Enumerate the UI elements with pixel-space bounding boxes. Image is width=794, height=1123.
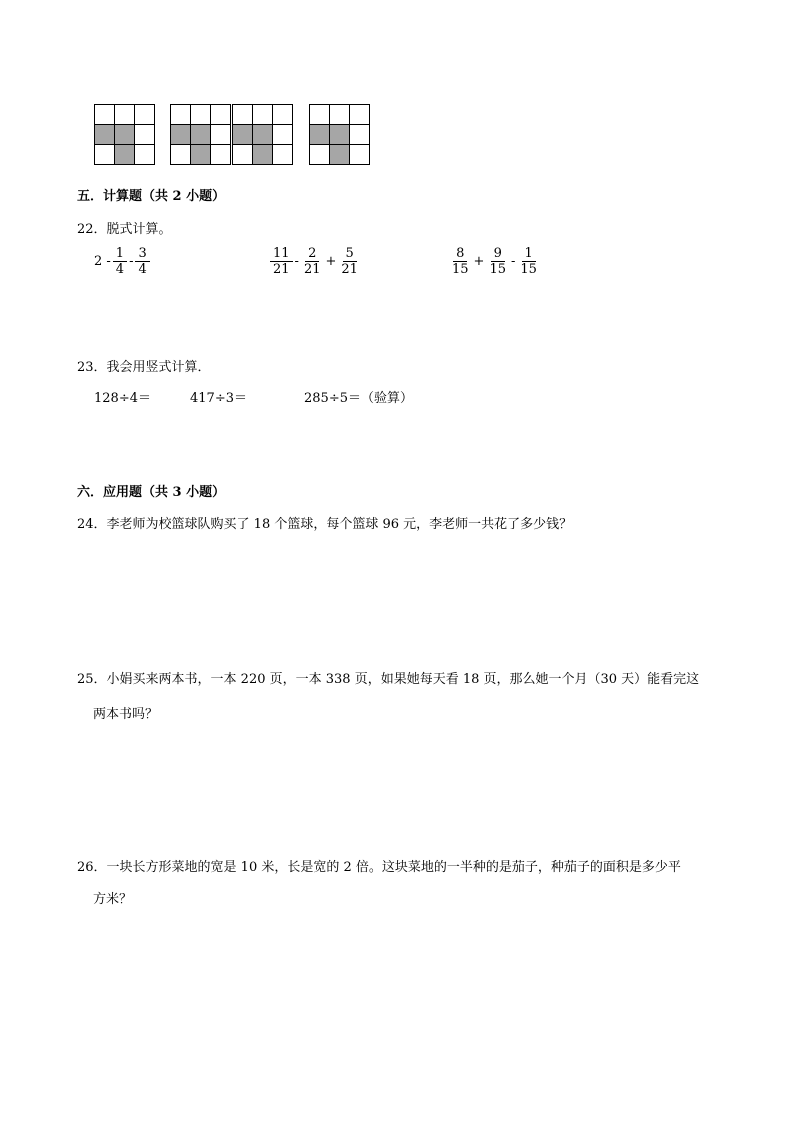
grid-cell-shaded: [115, 145, 135, 165]
grid-cell-shaded: [233, 125, 253, 145]
grid-cell-shaded: [115, 125, 135, 145]
grid-cell: [211, 105, 231, 125]
grid-cell: [233, 145, 253, 165]
grid-cell-shaded: [310, 125, 330, 145]
grid-cell: [171, 105, 191, 125]
fraction: $\frac{3}{4}$: [135, 246, 149, 277]
question-25-line-1: 25．小娟买来两本书，一本 220 页，一本 338 页，如果她每天看 18 页，那么她一个月（30 天）能看完这: [77, 672, 700, 687]
question-24: 24．李老师为校篮球队购买了 18 个篮球，每个篮球 96 元，李老师一共花了多少钱？: [77, 517, 573, 532]
grid-cell: [350, 105, 370, 125]
fraction: $\frac{9}{15}$: [489, 246, 506, 277]
question-26-line-2: 方米？: [93, 892, 133, 907]
fraction: $\frac{1}{4}$: [113, 246, 127, 277]
grid-cell: [253, 105, 273, 125]
grid-cell: [95, 145, 115, 165]
grid-cell: [273, 105, 293, 125]
fraction: $\frac{2}{21}$: [303, 246, 321, 277]
expression-2: [269, 246, 362, 277]
grid-cell: [273, 145, 293, 165]
question-25-line-2: 两本书吗？: [93, 707, 159, 722]
question-22-label: 22．脱式计算。: [77, 222, 172, 237]
section-6-title: 六．应用题（共 3 小题）: [77, 485, 226, 500]
q23-item-1: 128÷4＝: [94, 391, 151, 406]
fraction: $\frac{5}{21}$: [341, 246, 358, 277]
grid-2: [170, 104, 231, 165]
grid-cell: [310, 145, 330, 165]
grid-1: [94, 104, 155, 165]
grid-3: [232, 104, 293, 165]
grid-cell-shaded: [330, 125, 350, 145]
section-5-title: 五．计算题（共 2 小题）: [77, 189, 226, 204]
operator: -: [129, 254, 134, 269]
grid-cell: [171, 145, 191, 165]
operator: +: [325, 254, 337, 269]
question-23-label: 23．我会用竖式计算．: [77, 360, 211, 375]
expr1-lead: 2 -: [94, 254, 111, 269]
grid-cell-shaded: [253, 125, 273, 145]
grid-cell-shaded: [253, 145, 273, 165]
grid-cell: [135, 105, 155, 125]
grid-cell: [330, 105, 350, 125]
grid-cell: [273, 125, 293, 145]
grid-cell: [135, 145, 155, 165]
grid-cell: [233, 105, 253, 125]
grid-cell-shaded: [330, 145, 350, 165]
fraction: $\frac{1}{15}$: [520, 246, 537, 277]
q23-item-3: 285÷5＝（验算）: [304, 391, 413, 406]
grid-cell-shaded: [171, 125, 191, 145]
operator: +: [473, 254, 485, 269]
grid-cell: [135, 125, 155, 145]
grid-cell: [350, 145, 370, 165]
grid-cell: [95, 105, 115, 125]
grid-cell-shaded: [95, 125, 115, 145]
fraction: $\frac{8}{15}$: [452, 246, 469, 277]
operator: -: [294, 254, 299, 269]
grid-cell: [211, 145, 231, 165]
grid-cell: [115, 105, 135, 125]
grid-cell: [310, 105, 330, 125]
grid-cell-shaded: [191, 125, 211, 145]
grid-4: [309, 104, 370, 165]
expression-1: [93, 246, 151, 277]
q23-item-2: 417÷3＝: [190, 391, 247, 406]
grid-cell-shaded: [191, 145, 211, 165]
grid-cell: [350, 125, 370, 145]
fraction: $\frac{11}{21}$: [270, 246, 293, 277]
operator: -: [511, 254, 516, 269]
expression-3: [448, 246, 541, 277]
grid-cell: [191, 105, 211, 125]
grid-cell: [211, 125, 231, 145]
question-26-line-1: 26．一块长方形菜地的宽是 10 米，长是宽的 2 倍。这块菜地的一半种的是茄子，种茄子的面积是多少平: [77, 860, 681, 875]
